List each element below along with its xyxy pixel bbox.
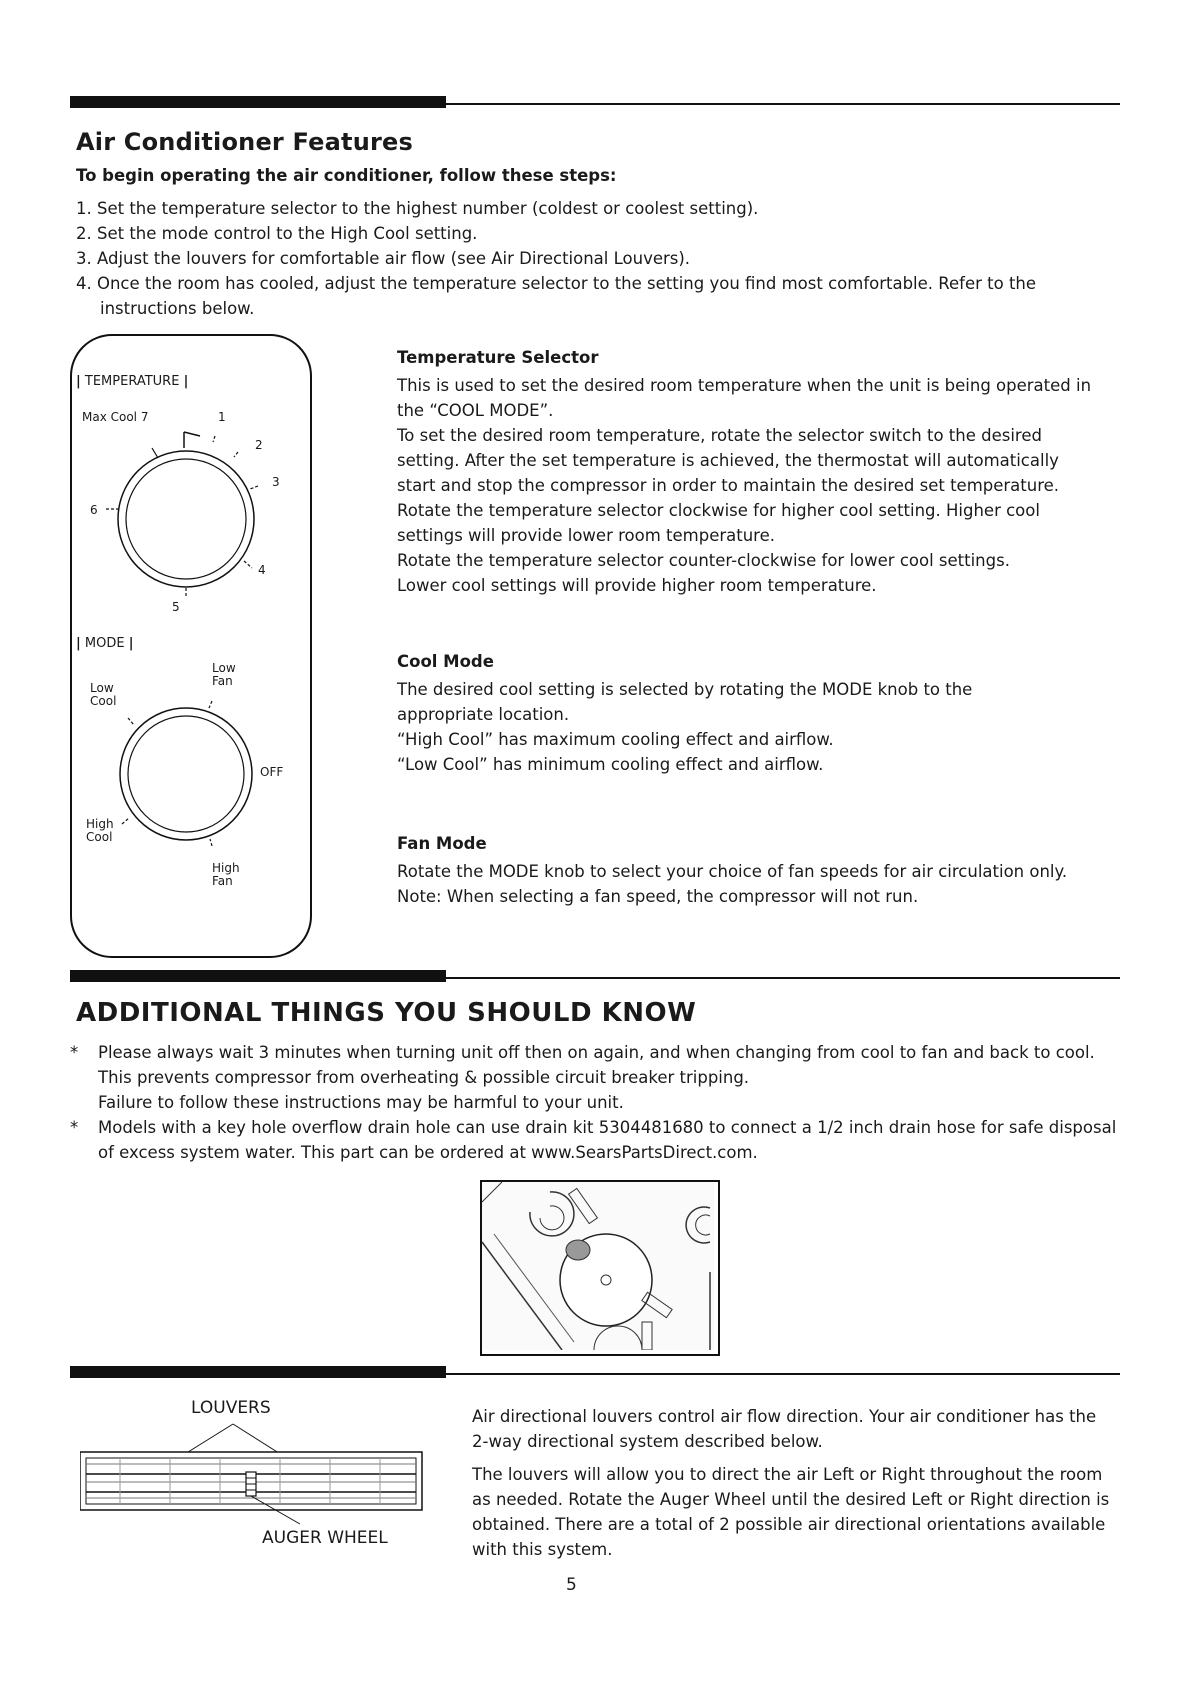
temperature-label: | TEMPERATURE | — [76, 374, 189, 389]
temp-mark-6: 6 — [90, 503, 98, 517]
section-rule-middle — [70, 970, 1120, 984]
temp-mark-3: 3 — [272, 475, 280, 489]
drain-hole-photo — [480, 1180, 720, 1356]
step-item: 3. Adjust the louvers for comfortable air flow (see Air Directional Louvers). — [76, 249, 691, 268]
temperature-selector-heading: Temperature Selector — [397, 348, 599, 367]
steps-lead: To begin operating the air conditioner, follow these steps: — [76, 166, 617, 185]
low-cool-label: Low Cool — [90, 681, 117, 708]
section-title-features: Air Conditioner Features — [76, 128, 413, 156]
bullet-mark: * — [70, 1043, 79, 1062]
temp-mark-5: 5 — [172, 600, 180, 614]
paragraph: Rotate the temperature selector clockwise for higher cool setting. Higher cool settings will provide lower room temperature. — [397, 501, 1040, 545]
paragraph: Rotate the MODE knob to select your choice of fan speeds for air circulation only. — [397, 862, 1068, 881]
page-number: 5 — [566, 1575, 577, 1595]
paragraph: To set the desired room temperature, rotate the selector switch to the desired setting. After the set temperature is achieved, the thermostat will automatically start and stop the compressor in order to maintain the desired set temperature. — [397, 426, 1060, 495]
drain-hole-drawing — [482, 1182, 714, 1350]
section-title-additional: ADDITIONAL THINGS YOU SHOULD KNOW — [76, 998, 697, 1028]
section-rule-bottom — [70, 1366, 1120, 1380]
step-item: 4. Once the room has cooled, adjust the temperature selector to the setting you find most comfortable. Refer to the instructions below. — [76, 274, 1037, 318]
fan-mode-heading: Fan Mode — [397, 834, 487, 853]
paragraph: “High Cool” has maximum cooling effect and airflow. — [397, 730, 834, 749]
off-label: OFF — [260, 765, 284, 779]
additional-bullets — [70, 1040, 1125, 1165]
bullet-mark: * — [70, 1118, 79, 1137]
mode-knob — [120, 708, 252, 840]
high-fan-label: High Fan — [212, 861, 240, 888]
fan-mode-block — [397, 834, 1087, 909]
temperature-selector-block — [397, 348, 1102, 598]
auger-wheel-label: AUGER WHEEL — [262, 1528, 388, 1548]
steps-list — [76, 196, 1106, 321]
paragraph: “Low Cool” has minimum cooling effect and airflow. — [397, 755, 824, 774]
paragraph: Note: When selecting a fan speed, the compressor will not run. — [397, 887, 919, 906]
max-cool-label: Max Cool 7 — [82, 410, 149, 424]
temp-mark-4: 4 — [258, 563, 266, 577]
paragraph: The louvers will allow you to direct the air Left or Right throughout the room as needed. Rotate the Auger Wheel until the desired Left or Right direction is obtained. There are a total of 2 possible air directional orientations available with this system. — [472, 1465, 1110, 1559]
paragraph: Rotate the temperature selector counter-clockwise for lower cool settings. — [397, 551, 1010, 570]
louvers-drawing — [80, 1420, 430, 1530]
paragraph: Air directional louvers control air flow direction. Your air conditioner has the 2-way directional system described below. — [472, 1407, 1097, 1451]
step-item: 1. Set the temperature selector to the highest number (coldest or coolest setting). — [76, 199, 759, 218]
section-rule-top — [70, 96, 1120, 110]
paragraph: The desired cool setting is selected by rotating the MODE knob to the appropriate location. — [397, 680, 973, 724]
list-item: * Please always wait 3 minutes when turning unit off then on again, and when changing from cool to fan and back to cool. This prevents compressor from overheating & possible circuit breaker tripping. Failure to follow these instructions may be harmful to your unit. — [70, 1040, 1125, 1115]
low-fan-label: Low Fan — [212, 661, 236, 688]
temperature-knob — [118, 451, 254, 587]
list-item: * Models with a key hole overflow drain hole can use drain kit 5304481680 to connect a 1/2 inch drain hose for safe disposal of excess system water. This part can be ordered at www.SearsPartsDirect.com. — [70, 1115, 1125, 1165]
step-item: 2. Set the mode control to the High Cool setting. — [76, 224, 478, 243]
cool-mode-heading: Cool Mode — [397, 652, 494, 671]
temp-mark-1: 1 — [218, 410, 226, 424]
high-cool-label: High Cool — [86, 817, 114, 844]
mode-label: | MODE | — [76, 636, 134, 651]
paragraph: Lower cool settings will provide higher room temperature. — [397, 576, 877, 595]
paragraph: This is used to set the desired room temperature when the unit is being operated in the “COOL MODE”. — [397, 376, 1092, 420]
cool-mode-block — [397, 652, 1017, 777]
louvers-label: LOUVERS — [191, 1398, 271, 1418]
louvers-text — [472, 1404, 1112, 1562]
control-panel-illustration — [70, 334, 312, 958]
temp-mark-2: 2 — [255, 438, 263, 452]
